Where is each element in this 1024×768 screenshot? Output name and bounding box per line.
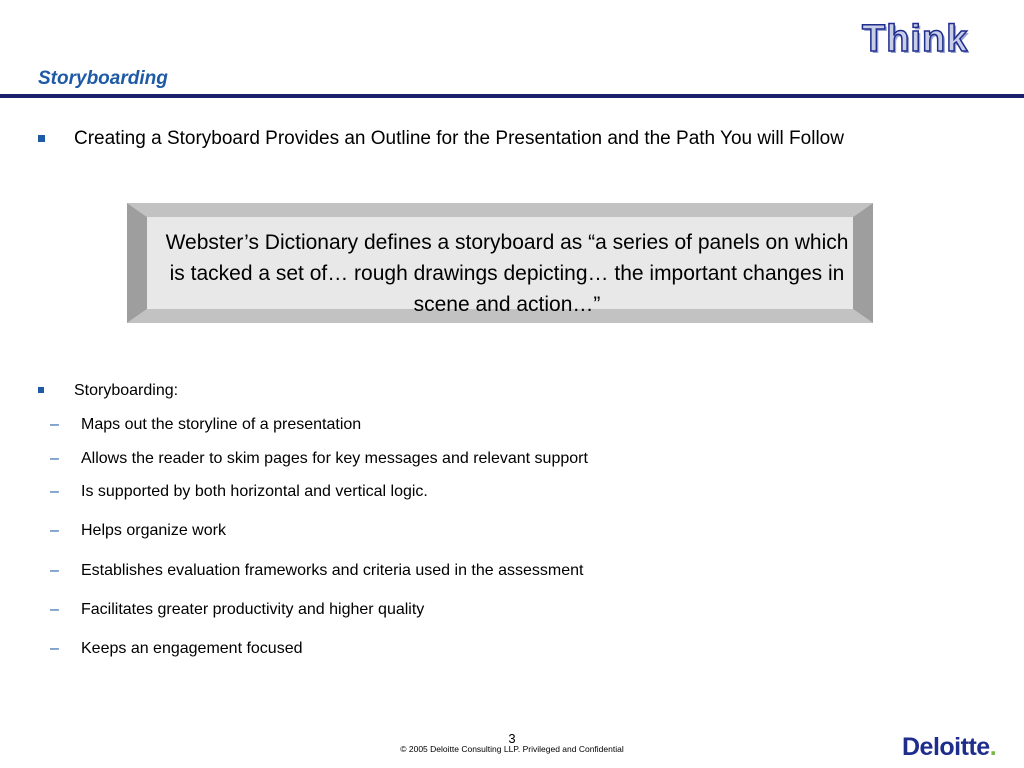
copyright-notice: © 2005 Deloitte Consulting LLP. Privileged and Confidential xyxy=(400,744,624,754)
brand-dot: . xyxy=(989,733,997,761)
main-bullet xyxy=(38,126,968,152)
square-bullet-icon xyxy=(38,387,44,393)
dash-bullet-icon: – xyxy=(50,450,59,467)
definition-quote-box xyxy=(127,203,873,323)
section-heading-text: Storyboarding: xyxy=(74,382,179,399)
storyboarding-section xyxy=(38,382,938,406)
dash-bullet-icon: – xyxy=(50,416,59,433)
dash-bullet-icon: – xyxy=(50,483,59,500)
deloitte-logo xyxy=(902,733,996,762)
dash-bullet-icon: – xyxy=(50,522,59,539)
square-bullet-icon xyxy=(38,135,45,142)
definition-quote-text: Webster’s Dictionary defines a storyboard as “a series of panels on which is tacked a set of… rough drawings depicting… the important changes in scene and action…” xyxy=(165,231,849,316)
dash-bullet-icon: – xyxy=(50,601,59,618)
dash-bullet-icon: – xyxy=(50,562,59,579)
section-heading xyxy=(38,382,938,406)
page-number: 3 xyxy=(508,731,516,746)
title-divider xyxy=(0,94,1024,98)
think-logo: Think xyxy=(862,18,969,60)
dash-bullet-icon: – xyxy=(50,640,59,657)
slide-title: Storyboarding xyxy=(38,68,168,89)
brand-name: Deloitte xyxy=(902,733,990,761)
main-bullet-text: Creating a Storyboard Provides an Outline for the Presentation and the Path You will Follow xyxy=(74,128,844,149)
